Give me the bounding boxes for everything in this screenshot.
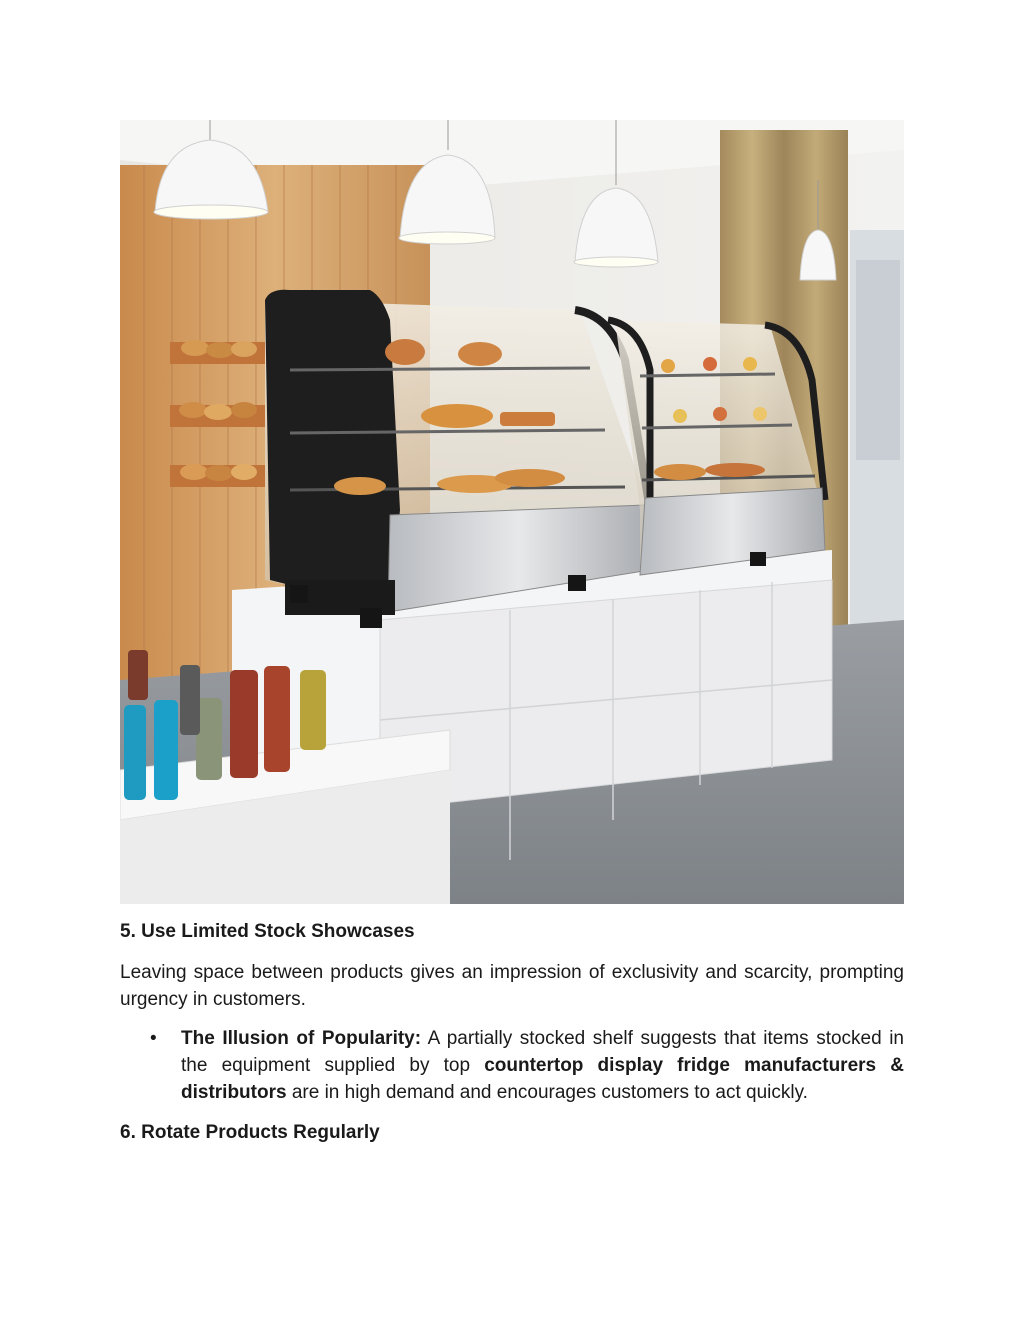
bullet-item-illusion-of-popularity <box>120 1025 904 1106</box>
section-heading-rotate-products: 6. Rotate Products Regularly <box>120 1122 380 1143</box>
bullet-text-after: are in high demand and encourages customers to act quickly. <box>286 1082 808 1103</box>
bullet-list <box>120 1025 904 1106</box>
bullet-title: The Illusion of Popularity: <box>181 1028 422 1049</box>
bullet-dot-icon: • <box>150 1028 157 1049</box>
bullet-text-before: A partially stocked shelf suggests that items stocked in the equipment supplied by top <box>181 1028 905 1076</box>
bullet-bold-phrase: countertop display fridge manufacturers & distributors <box>181 1055 904 1103</box>
bakery-display-fridge-photo <box>120 120 904 904</box>
section-heading-limited-stock: 5. Use Limited Stock Showcases <box>120 921 415 942</box>
section-paragraph: Leaving space between products gives an impression of exclusivity and scarcity, prompting urgency in customers. <box>120 962 904 1010</box>
